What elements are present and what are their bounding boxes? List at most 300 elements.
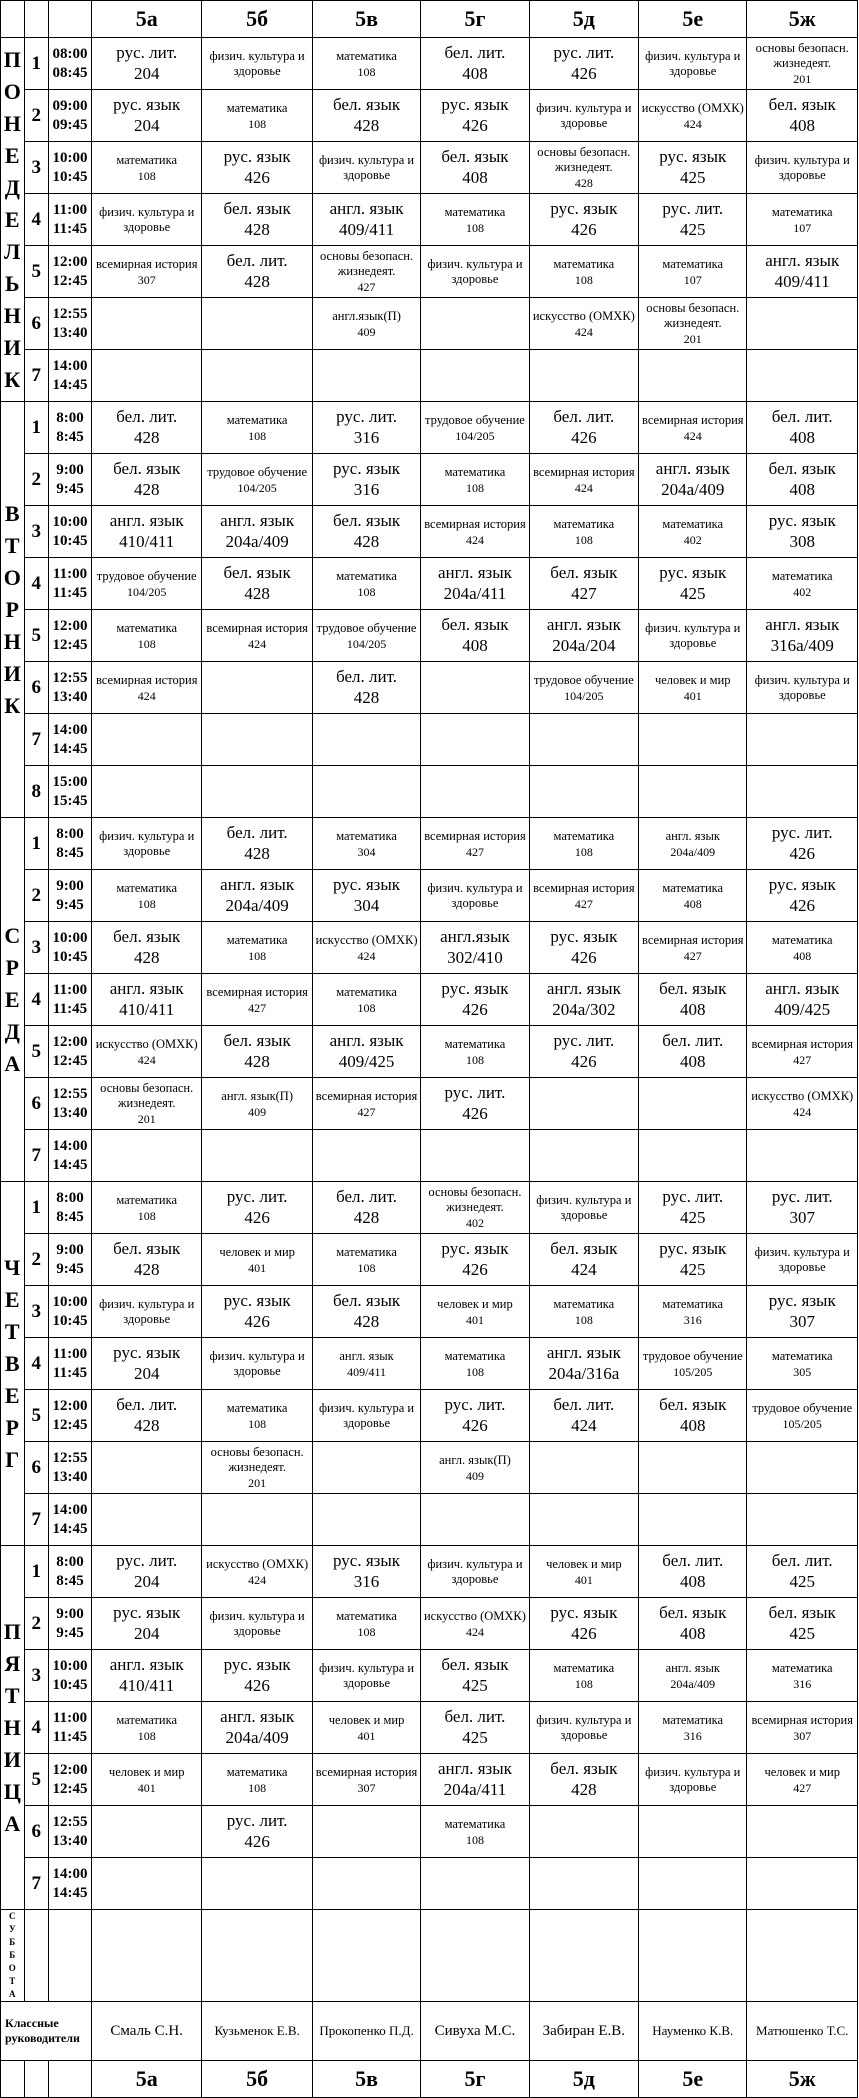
- subject-name: англ. язык: [437, 1759, 512, 1778]
- day-letter: Е: [4, 1382, 20, 1408]
- room-number: 428: [353, 688, 380, 707]
- room-number: 408: [462, 168, 488, 187]
- subject-name: бел. язык: [550, 563, 618, 582]
- lesson-cell: [312, 402, 420, 454]
- subject-name: математика: [336, 984, 397, 999]
- room-number: 426: [571, 948, 597, 967]
- subject-name: рус. лит.: [226, 1811, 288, 1830]
- lesson-cell: [747, 1026, 858, 1078]
- room-number: 204а/411: [443, 1780, 507, 1799]
- subject-name: англ. язык: [765, 979, 840, 998]
- subject-name: математика: [444, 1816, 506, 1831]
- lesson-cell: [639, 142, 747, 194]
- day-letter: Т: [4, 1682, 20, 1708]
- room-number: 108: [248, 1416, 267, 1431]
- subject-name: англ. язык: [546, 979, 621, 998]
- time-start: 12:00: [52, 253, 88, 270]
- class-header: 5а: [91, 1, 201, 38]
- room-number: 426: [789, 896, 815, 915]
- lesson-cell: [421, 1598, 529, 1650]
- period-row: [1, 1858, 858, 1910]
- time-start: 10:00: [52, 1657, 88, 1674]
- subject-name: основы безопасн. жизнедеят.: [755, 41, 849, 70]
- time-end: 14:45: [52, 376, 88, 393]
- time-start: 14:00: [52, 721, 88, 738]
- lesson-cell: [91, 142, 201, 194]
- day-letter: Е: [4, 206, 20, 232]
- period-row: [1, 350, 858, 402]
- day-letter: О: [3, 564, 21, 590]
- time-end: 8:45: [56, 428, 84, 445]
- time-end: 14:45: [52, 1156, 88, 1173]
- room-number: 424: [248, 636, 267, 651]
- lesson-cell: [421, 1130, 529, 1182]
- period-time: [49, 610, 92, 662]
- lesson-cell: [421, 350, 529, 402]
- lesson-cell: [421, 922, 529, 974]
- time-start: 12:55: [52, 305, 88, 322]
- period-time: [49, 1338, 92, 1390]
- time-start: 12:55: [52, 1449, 88, 1466]
- lesson-cell: [91, 38, 201, 90]
- room-number: 409: [357, 324, 376, 339]
- room-number: 401: [465, 1312, 484, 1327]
- lesson-cell: [91, 714, 201, 766]
- day-letter: Р: [5, 596, 19, 622]
- subject-name: рус. язык: [113, 95, 181, 114]
- lesson-cell: [91, 1806, 201, 1858]
- day-letter: Ц: [3, 1778, 21, 1804]
- class-header: 5г: [421, 2061, 529, 2098]
- lesson-cell: [202, 1286, 312, 1338]
- lesson-cell: [202, 1130, 312, 1182]
- room-number: 426: [571, 64, 597, 83]
- room-number: 305: [793, 1364, 812, 1379]
- subject-name: человек и мир: [764, 1764, 840, 1779]
- subject-name: бел. язык: [768, 459, 836, 478]
- lesson-cell: [91, 1286, 201, 1338]
- day-letter: С: [9, 1911, 16, 1921]
- room-number: 408: [680, 1052, 706, 1071]
- room-number: 426: [462, 1104, 488, 1123]
- lesson-cell: [747, 350, 858, 402]
- room-number: 427: [571, 584, 597, 603]
- period-row: [1, 298, 858, 350]
- lesson-cell: [421, 1234, 529, 1286]
- room-number: 425: [462, 1676, 488, 1695]
- day-letter: В: [4, 1350, 20, 1376]
- subject-name: рус. язык: [659, 563, 727, 582]
- lesson-cell: [202, 1390, 312, 1442]
- subject-name: всемирная история: [751, 1712, 853, 1727]
- subject-name: англ. язык: [329, 199, 404, 218]
- room-number: 408: [680, 1000, 706, 1019]
- time-end: 12:45: [52, 1416, 88, 1433]
- time-start: 12:00: [52, 1397, 88, 1414]
- time-end: 08:45: [52, 64, 88, 81]
- lesson-cell: [421, 818, 529, 870]
- room-number: 401: [137, 1780, 156, 1795]
- subject-name: физич. культура и здоровье: [427, 1556, 523, 1586]
- room-number: 425: [462, 1728, 488, 1747]
- time-start: 11:00: [52, 981, 88, 998]
- period-number: 2: [24, 1234, 49, 1286]
- empty-cell: [747, 1910, 858, 2002]
- lesson-cell: [91, 454, 201, 506]
- day-label-saturday: [1, 1910, 25, 2002]
- time-start: 14:00: [52, 357, 88, 374]
- subject-name: бел. язык: [332, 1291, 401, 1310]
- room-number: 402: [683, 532, 702, 547]
- room-number: 308: [789, 532, 815, 551]
- lesson-cell: [639, 298, 747, 350]
- lesson-cell: [202, 142, 312, 194]
- time-start: 12:00: [52, 1761, 88, 1778]
- subject-name: всемирная история: [533, 880, 635, 895]
- period-row: [1, 818, 858, 870]
- subject-name: англ. язык: [220, 875, 295, 894]
- class-header: 5ж: [747, 1, 858, 38]
- subject-name: англ. язык: [220, 1707, 295, 1726]
- room-number: 108: [357, 64, 376, 79]
- room-number: 104/205: [564, 688, 604, 703]
- subject-name: бел. язык: [332, 511, 401, 530]
- period-row: [1, 1078, 858, 1130]
- room-number: 427: [465, 844, 484, 859]
- room-number: 428: [244, 220, 270, 239]
- day-letter: Е: [4, 1286, 20, 1312]
- period-number: 2: [24, 454, 49, 506]
- room-number: 408: [789, 480, 815, 499]
- time-start: 10:00: [52, 513, 88, 530]
- subject-name: бел. язык: [659, 979, 727, 998]
- lesson-cell: [312, 558, 420, 610]
- period-number: 5: [24, 246, 49, 298]
- subject-name: физич. культура и здоровье: [99, 1296, 195, 1326]
- room-number: 409/411: [347, 1364, 386, 1379]
- time-end: 15:45: [52, 792, 88, 809]
- subject-name: математика: [336, 828, 397, 843]
- lesson-cell: [312, 662, 420, 714]
- room-number: 408: [680, 1416, 706, 1435]
- period-number: 4: [24, 1702, 49, 1754]
- period-row: [1, 194, 858, 246]
- subject-name: математика: [771, 1348, 833, 1363]
- lesson-cell: [202, 1338, 312, 1390]
- period-number: 4: [24, 194, 49, 246]
- class-teacher: Науменко К.В.: [639, 2002, 747, 2061]
- lesson-cell: [312, 1442, 420, 1494]
- period-row: [1, 662, 858, 714]
- room-number: 408: [683, 896, 702, 911]
- class-teacher: Забиран Е.В.: [529, 2002, 638, 2061]
- subject-name: бел. лит.: [662, 1031, 724, 1050]
- class-teachers-row: [1, 2002, 858, 2061]
- room-number: 409/425: [774, 1000, 831, 1019]
- lesson-cell: [639, 38, 747, 90]
- lesson-cell: [639, 1598, 747, 1650]
- period-number: 5: [24, 1026, 49, 1078]
- room-number: 408: [793, 948, 812, 963]
- lesson-cell: [202, 38, 312, 90]
- period-time: [49, 766, 92, 818]
- period-time: [49, 1286, 92, 1338]
- period-time: [49, 298, 92, 350]
- room-number: 426: [462, 1416, 488, 1435]
- period-time: [49, 1494, 92, 1546]
- day-letter: Ь: [4, 270, 20, 296]
- day-letter: К: [4, 692, 21, 718]
- period-time: [49, 870, 92, 922]
- subject-name: физич. культура и здоровье: [99, 204, 195, 234]
- room-number: 426: [462, 1000, 488, 1019]
- day-letter: А: [4, 1810, 21, 1836]
- period-time: [49, 90, 92, 142]
- room-number: 424: [683, 428, 702, 443]
- period-time: [49, 1754, 92, 1806]
- time-end: 13:40: [52, 1468, 88, 1485]
- lesson-cell: [421, 1442, 529, 1494]
- room-number: 108: [465, 1364, 484, 1379]
- subject-name: бел. язык: [113, 459, 181, 478]
- subject-name: англ. язык: [109, 511, 184, 530]
- lesson-cell: [529, 870, 638, 922]
- lesson-cell: [91, 1026, 201, 1078]
- lesson-cell: [747, 1338, 858, 1390]
- lesson-cell: [202, 870, 312, 922]
- room-number: 410/411: [119, 532, 175, 551]
- period-row: [1, 1494, 858, 1546]
- day-letter: Н: [3, 110, 21, 136]
- lesson-cell: [202, 1234, 312, 1286]
- period-time: [49, 402, 92, 454]
- subject-name: англ. язык: [665, 828, 720, 843]
- lesson-cell: [421, 766, 529, 818]
- subject-name: физич. культура и здоровье: [645, 1764, 741, 1794]
- day-letter: И: [3, 660, 21, 686]
- period-time: [49, 194, 92, 246]
- day-letter: П: [3, 1618, 21, 1644]
- period-time: [49, 38, 92, 90]
- subject-name: бел. лит.: [444, 43, 506, 62]
- room-number: 307: [789, 1208, 815, 1227]
- time-start: 12:00: [52, 1033, 88, 1050]
- subject-name: физич. культура и здоровье: [754, 152, 850, 182]
- room-number: 108: [465, 1052, 484, 1067]
- period-number: 2: [24, 1598, 49, 1650]
- day-letter: В: [4, 500, 20, 526]
- room-number: 204а/411: [443, 584, 507, 603]
- time-end: 11:45: [52, 1000, 88, 1017]
- lesson-cell: [312, 1182, 420, 1234]
- room-number: 108: [574, 532, 593, 547]
- subject-name: физич. культура и здоровье: [427, 880, 523, 910]
- subject-name: бел. лит.: [226, 823, 288, 842]
- lesson-cell: [747, 454, 858, 506]
- period-row: [1, 1650, 858, 1702]
- subject-name: бел. язык: [550, 1239, 618, 1258]
- room-number: 426: [244, 168, 270, 187]
- room-number: 427: [793, 1780, 812, 1795]
- subject-name: рус. лит.: [444, 1083, 506, 1102]
- subject-name: рус. язык: [113, 1343, 181, 1362]
- lesson-cell: [529, 1286, 638, 1338]
- lesson-cell: [312, 1858, 420, 1910]
- subject-name: математика: [336, 1608, 397, 1623]
- lesson-cell: [639, 1442, 747, 1494]
- room-number: 201: [248, 1476, 267, 1490]
- subject-name: рус. лит.: [116, 1551, 178, 1570]
- subject-name: бел. язык: [441, 1655, 509, 1674]
- lesson-cell: [202, 1182, 312, 1234]
- lesson-cell: [529, 1234, 638, 1286]
- period-number: 4: [24, 1338, 49, 1390]
- subject-name: бел. лит.: [771, 407, 833, 426]
- lesson-cell: [312, 38, 420, 90]
- lesson-cell: [529, 662, 638, 714]
- lesson-cell: [202, 558, 312, 610]
- room-number: 307: [357, 1780, 376, 1795]
- subject-name: бел. язык: [659, 1603, 727, 1622]
- lesson-cell: [747, 1754, 858, 1806]
- lesson-cell: [639, 1078, 747, 1130]
- lesson-cell: [639, 714, 747, 766]
- time-start: 15:00: [52, 773, 88, 790]
- period-row: [1, 1338, 858, 1390]
- subject-name: физич. культура и здоровье: [536, 1192, 632, 1222]
- subject-name: физич. культура и здоровье: [427, 256, 523, 286]
- subject-name: всемирная история: [533, 464, 635, 479]
- time-end: 13:40: [52, 1104, 88, 1121]
- subject-name: математика: [116, 1192, 178, 1207]
- lesson-cell: [91, 1598, 201, 1650]
- subject-name: рус. язык: [113, 1603, 181, 1622]
- time-end: 11:45: [52, 1364, 88, 1381]
- time-start: 9:00: [56, 1241, 84, 1258]
- lesson-cell: [312, 1026, 420, 1078]
- period-time: [49, 1026, 92, 1078]
- subject-name: рус. язык: [768, 1291, 836, 1310]
- subject-name: рус. язык: [333, 459, 401, 478]
- period-row: [1, 714, 858, 766]
- period-row: [1, 1754, 858, 1806]
- header-blank: [24, 1, 49, 38]
- period-number: 6: [24, 1442, 49, 1494]
- room-number: 424: [571, 1260, 597, 1279]
- lesson-cell: [747, 714, 858, 766]
- lesson-cell: [312, 298, 420, 350]
- room-number: 201: [683, 332, 702, 346]
- time-start: 14:00: [52, 1137, 88, 1154]
- subject-name: человек и мир: [219, 1244, 295, 1259]
- lesson-cell: [639, 194, 747, 246]
- class-header: 5б: [202, 1, 312, 38]
- lesson-cell: [312, 1130, 420, 1182]
- lesson-cell: [747, 1598, 858, 1650]
- subject-name: математика: [444, 464, 506, 479]
- lesson-cell: [639, 1650, 747, 1702]
- room-number: 108: [137, 1728, 156, 1743]
- subject-name: англ. язык: [329, 1031, 404, 1050]
- day-label: [1, 402, 25, 818]
- subject-name: физич. культура и здоровье: [536, 1712, 632, 1742]
- class-header-row: [1, 1, 858, 38]
- lesson-cell: [747, 1286, 858, 1338]
- time-end: 10:45: [52, 1676, 88, 1693]
- subject-name: бел. язык: [768, 95, 836, 114]
- subject-name: трудовое обучение: [96, 568, 197, 583]
- room-number: 302/410: [447, 948, 503, 967]
- room-number: 425: [789, 1572, 815, 1591]
- subject-name: бел. язык: [332, 95, 401, 114]
- subject-name: бел. язык: [441, 147, 509, 166]
- period-number: 3: [24, 1286, 49, 1338]
- lesson-cell: [202, 1494, 312, 1546]
- subject-name: человек и мир: [437, 1296, 513, 1311]
- subject-name: основы безопасн. жизнедеят.: [428, 1185, 522, 1214]
- time-start: 12:55: [52, 669, 88, 686]
- lesson-cell: [91, 818, 201, 870]
- room-number: 316: [683, 1728, 702, 1743]
- room-number: 426: [462, 116, 488, 135]
- lesson-cell: [421, 974, 529, 1026]
- lesson-cell: [529, 714, 638, 766]
- lesson-cell: [529, 1338, 638, 1390]
- room-number: 204а/409: [225, 896, 289, 915]
- room-number: 304: [357, 844, 376, 859]
- lesson-cell: [312, 1338, 420, 1390]
- lesson-cell: [529, 766, 638, 818]
- period-number: 1: [24, 1546, 49, 1598]
- class-teachers-label-line2: руководители: [5, 2031, 80, 2045]
- subject-name: бел. язык: [441, 615, 509, 634]
- subject-name: всемирная история: [424, 516, 526, 531]
- subject-name: рус. лит.: [553, 1031, 615, 1050]
- lesson-cell: [202, 1650, 312, 1702]
- subject-name: бел. язык: [113, 927, 181, 946]
- subject-name: человек и мир: [108, 1764, 185, 1779]
- class-teachers-label: [1, 2002, 92, 2061]
- class-header: 5б: [202, 2061, 312, 2098]
- lesson-cell: [202, 1598, 312, 1650]
- header-blank: [49, 1, 92, 38]
- day-letter: С: [4, 922, 21, 948]
- room-number: 108: [574, 1312, 593, 1327]
- room-number: 408: [462, 64, 488, 83]
- day-letter: К: [4, 366, 21, 392]
- subject-name: основы безопасн. жизнедеят.: [646, 301, 740, 330]
- subject-name: бел. язык: [550, 1759, 618, 1778]
- day-letter: Г: [5, 1446, 20, 1472]
- time-end: 14:45: [52, 1520, 88, 1537]
- time-end: 11:45: [52, 1728, 88, 1745]
- room-number: 424: [465, 1624, 484, 1639]
- period-number: 7: [24, 350, 49, 402]
- period-number: 6: [24, 1806, 49, 1858]
- lesson-cell: [421, 194, 529, 246]
- period-time: [49, 1078, 92, 1130]
- lesson-cell: [202, 506, 312, 558]
- time-start: 10:00: [52, 149, 88, 166]
- lesson-cell: [747, 974, 858, 1026]
- subject-name: основы безопасн. жизнедеят.: [210, 1445, 304, 1474]
- lesson-cell: [312, 1078, 420, 1130]
- day-letter: Е: [4, 142, 20, 168]
- lesson-cell: [639, 1338, 747, 1390]
- time-end: 13:40: [52, 324, 88, 341]
- day-letter: А: [9, 1989, 16, 1999]
- room-number: 425: [680, 220, 706, 239]
